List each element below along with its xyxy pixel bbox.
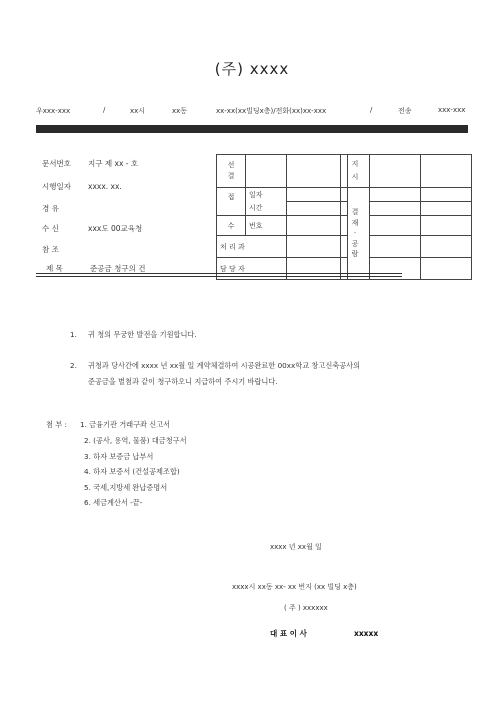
suu-cell xyxy=(217,216,246,236)
si-label: 시 xyxy=(351,173,359,181)
subject-label: 제 목 xyxy=(46,264,63,273)
cheorigwa-label: 처 리 과 xyxy=(220,242,245,251)
attachments-label: 첨 부 : xyxy=(46,420,67,429)
header-divider-bar xyxy=(36,125,468,133)
issue-date-row xyxy=(42,181,122,192)
gyeol-label: 결 xyxy=(227,172,235,180)
jae-label: 재 xyxy=(351,218,359,227)
footer-date: xxxx 년 xx월 일 xyxy=(270,543,322,551)
doc-number-row xyxy=(42,158,138,169)
approval-table xyxy=(340,154,472,280)
gyeoljae-cell xyxy=(341,188,370,280)
ceo-row xyxy=(270,621,378,640)
ceo-label: 대 표 이 사 xyxy=(270,629,307,638)
via-row xyxy=(42,203,88,214)
receipt-table xyxy=(216,154,348,280)
sigan-label: 시간 xyxy=(249,204,263,213)
reference-row xyxy=(42,244,88,255)
recipient-label: 수 신 xyxy=(42,224,59,233)
fax-label: 전송 xyxy=(398,107,412,115)
doc-number-value: 지구 제 xx - 호 xyxy=(88,159,139,168)
reference-label: 참 조 xyxy=(42,245,59,254)
address-dong: xx동 xyxy=(172,107,188,115)
paragraph-2-number: 2. xyxy=(70,361,77,370)
company-title: (주) xxxx xyxy=(214,60,290,78)
issue-date-label: 시행일자 xyxy=(42,182,71,191)
ilja-cell xyxy=(246,188,287,202)
attachment-item: 1. 금융기관 거래구좌 신고서 xyxy=(80,420,171,429)
doc-number-label: 문서번호 xyxy=(42,159,71,168)
paragraph-1 xyxy=(70,330,197,340)
paragraph-2-line-1: 귀청과 당사간에 xxxx 년 xx월 일 계약체결하여 시공완료한 00xx학교 창고신축공사의 xyxy=(88,361,361,370)
issue-date-value: xxxx. xx. xyxy=(88,182,122,191)
gong-label: 공 xyxy=(351,239,359,248)
sigan-cell xyxy=(246,202,287,216)
attachment-item: 5. 국세,지방세 완납증명서 xyxy=(84,483,168,492)
beonho-label: 번호 xyxy=(249,221,263,230)
zip-code: 우xxx-xxx xyxy=(36,107,71,115)
footer-company: ( 주 ) xxxxxx xyxy=(284,604,328,612)
ilja-label: 일자 xyxy=(249,190,263,199)
ceo-name: xxxxx xyxy=(354,629,379,638)
attachment-item: 3. 하자 보증금 납부서 xyxy=(84,452,154,461)
fax-number: xxx-xxx xyxy=(438,106,466,114)
attachment-item: 6. 세금계산서 -끝- xyxy=(84,498,143,507)
address-building-phone: xx-xx(xx빌딩x층)/전화(xx)xx-xxx xyxy=(216,107,327,115)
attachment-item: 4. 하자 보증서 (건설공제조합) xyxy=(84,467,180,476)
address-separator: / xyxy=(370,106,373,114)
ram-label: 람 xyxy=(351,250,359,259)
paragraph-1-number: 1. xyxy=(70,330,77,339)
recipient-row xyxy=(42,223,142,234)
paragraph-2-line-2: 준공금을 별첨과 같이 청구하오니 지급하여 주시기 바랍니다. xyxy=(88,377,278,386)
gyeol2-label: 결 xyxy=(351,208,359,217)
suu-label: 수 xyxy=(227,221,235,230)
recipient-value: xxx도 00교육청 xyxy=(88,224,143,233)
address-city: xx시 xyxy=(130,107,146,115)
ji-label: 지 xyxy=(351,160,359,169)
subject-underline xyxy=(36,273,402,277)
seon-label: 선 xyxy=(227,160,235,169)
jeop-cell xyxy=(217,188,246,216)
paragraph-1-text: 귀 청의 무궁한 발전을 기원합니다. xyxy=(88,330,197,339)
cheorigwa-cell xyxy=(217,236,287,258)
subject-value: 준공금 청구의 건 xyxy=(90,264,146,273)
comma-label: · xyxy=(353,229,357,238)
jeop-label: 접 xyxy=(227,193,235,201)
via-label: 경 유 xyxy=(42,204,59,213)
beonho-cell xyxy=(246,216,287,236)
jisi-cell xyxy=(341,155,370,188)
damdangja-label: 담 당 자 xyxy=(220,264,245,273)
attachment-item: 2. (공사, 용역, 물품) 대금청구서 xyxy=(84,436,187,445)
address-separator: / xyxy=(103,106,106,114)
footer-address: xxxx시 xx동 xx- xx 번지 (xx 빌딩 x층) xyxy=(232,583,357,591)
paragraph-2 xyxy=(70,361,360,371)
